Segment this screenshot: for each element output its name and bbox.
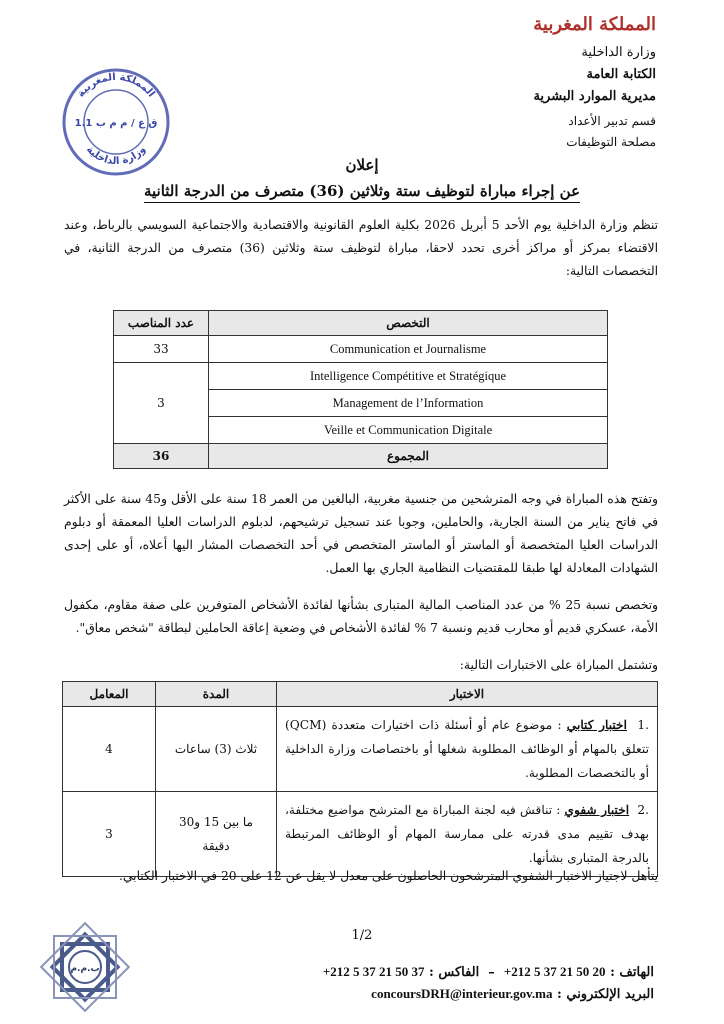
fax-number: +212 5 37 21 50 37 xyxy=(322,964,425,979)
exam-description-cell xyxy=(277,707,658,792)
total-label: المجموع xyxy=(209,444,608,469)
header-secretariat: الكتابة العامة xyxy=(586,67,656,82)
table-row xyxy=(114,363,608,390)
email-link[interactable]: concoursDRH@interieur.gov.ma xyxy=(371,986,553,1001)
specialty-cell: Management de l’Information xyxy=(209,390,608,417)
specialty-cell: Communication et Journalisme xyxy=(209,336,608,363)
header-count: عدد المناصب xyxy=(114,311,209,336)
intro-paragraph: تنظم وزارة الداخلية يوم الأحد 5 أبريل 2026 بكلية العلوم القانونية والاقتصادية والاجتماعية السويسي بالرباط، وعند الاقتضاء بمركز أو مراكز أخرى تحدد لاحقا، مباراة لتوظيف ستة وثلاثين (36) متصرف من الدرجة الثانية، في التخصصات التالية: xyxy=(64,218,658,278)
fax-label: الفاكس : xyxy=(429,965,480,980)
header-coefficient: المعامل xyxy=(63,682,156,707)
stamp-top-text: المملكة المغربية xyxy=(75,71,157,100)
exam-number: .2 xyxy=(637,803,650,817)
phone-number: +212 5 37 21 50 20 xyxy=(503,964,606,979)
exam-coefficient: 3 xyxy=(63,792,156,877)
page-number: 1/2 xyxy=(351,928,373,943)
exam-number: .1 xyxy=(637,718,649,732)
table-row xyxy=(114,336,608,363)
table-header-row xyxy=(63,682,658,707)
table-header-row xyxy=(114,311,608,336)
threshold-paragraph: يتأهل لاجتياز الاختبار الشفوي المترشحون الحاصلون على معدل لا يقل عن 12 على 20 في الاختبار الكتابي. xyxy=(118,869,658,883)
exam-coefficient: 4 xyxy=(63,707,156,792)
exam-duration: ما بين 15 و30 دقيقة xyxy=(156,792,277,877)
footer-contact-email xyxy=(371,986,654,1002)
exam-name: اختبار كتابي xyxy=(566,718,627,732)
stamp-middle-text: ق ع / م م ب 1.1 xyxy=(74,118,158,129)
exam-duration: ثلاث (3) ساعات xyxy=(156,707,277,792)
specialties-table xyxy=(113,310,608,469)
count-cell: 33 xyxy=(114,336,209,363)
total-value: 36 xyxy=(114,444,209,469)
table-row xyxy=(63,792,658,877)
specialty-cell: Veille et Communication Digitale xyxy=(209,417,608,444)
table-total-row xyxy=(114,444,608,469)
footer-contact-phone: الهاتف : +212 5 37 21 50 20 – الفاكس : +212 5 37 21 50 37 xyxy=(322,964,654,980)
ministry-logo-icon xyxy=(40,922,130,1012)
notice-title: إعلان xyxy=(345,156,379,174)
header-division: قسم تدبير الأعداد xyxy=(568,114,656,128)
header-directorate: مديرية الموارد البشرية xyxy=(533,89,656,104)
count-cell: 3 xyxy=(114,363,209,444)
table-row xyxy=(63,707,658,792)
phone-label: الهاتف : xyxy=(610,965,654,980)
exams-table xyxy=(62,681,658,877)
exam-description: : تناقش فيه لجنة المباراة مع المترشح مواضيع مختلفة، بهدف تقييم مدى قدرته على ممارسة المهام أو الوظائف المرتبطة بالدرجة المتبارى بشأنها. xyxy=(285,803,649,865)
svg-text:المملكة المغربية xyxy=(76,72,157,100)
logo-text: ب.م.م xyxy=(70,964,100,974)
notice-subtitle: عن إجراء مباراة لتوظيف ستة وثلاثين (36) متصرف من الدرجة الثانية xyxy=(144,182,580,203)
header-kingdom: المملكة المغربية xyxy=(533,14,656,35)
exam-description-cell xyxy=(277,792,658,877)
header-service: مصلحة التوظيفات xyxy=(566,135,656,149)
header-exam: الاختبار xyxy=(277,682,658,707)
stamp-bottom-text: وزارة الداخلية xyxy=(83,144,149,168)
notice-subtitle-wrap xyxy=(0,182,724,200)
specialty-cell: Intelligence Compétitive et Stratégique xyxy=(209,363,608,390)
eligibility-paragraph: وتفتح هذه المباراة في وجه المترشحين من جنسية مغربية، البالغين من العمر 18 سنة على الأقل و45 سنة على الأكثر في فاتح يناير من السنة الجارية، والحاملين، وجوبا عند تسجيل ترشيحهم، لدبلوم الدراسات العليا المعمقة أو دبلوم الدراسات العليا المتخصصة أو الماستر أو الماستر المتخصص في أحد التخصصات المشار اليها أعلاه، أو على إحدى الشهادات المعادلة لها طبقا للمقتضيات النظامية الجاري بها العمل. xyxy=(64,492,658,575)
exam-description: : موضوع عام أو أسئلة ذات اختيارات متعددة (QCM) تتعلق بالمهام أو الوظائف المطلوبة شغلها أو باختصاصات وزارة الداخلية أو بالتخصصات المطلوبة. xyxy=(285,718,649,780)
email-label: البريد الإلكتروني : xyxy=(557,987,654,1002)
header-specialty: التخصص xyxy=(209,311,608,336)
exam-name: اختبار شفوي xyxy=(564,803,630,817)
header-duration: المدة xyxy=(156,682,277,707)
exams-intro: وتشتمل المباراة على الاختبارات التالية: xyxy=(459,658,658,672)
quota-paragraph: وتخصص نسبة 25 % من عدد المناصب المالية المتبارى بشأنها لفائدة الأشخاص المتوفرين على صفة مقاوم، مكفول الأمة، عسكري قديم أو محارب قديم ونسبة 7 % لفائدة الأشخاص في وضعية إعاقة الحاملين لبطاقة "شخص معاق". xyxy=(64,598,658,635)
header-ministry: وزارة الداخلية xyxy=(581,45,656,60)
